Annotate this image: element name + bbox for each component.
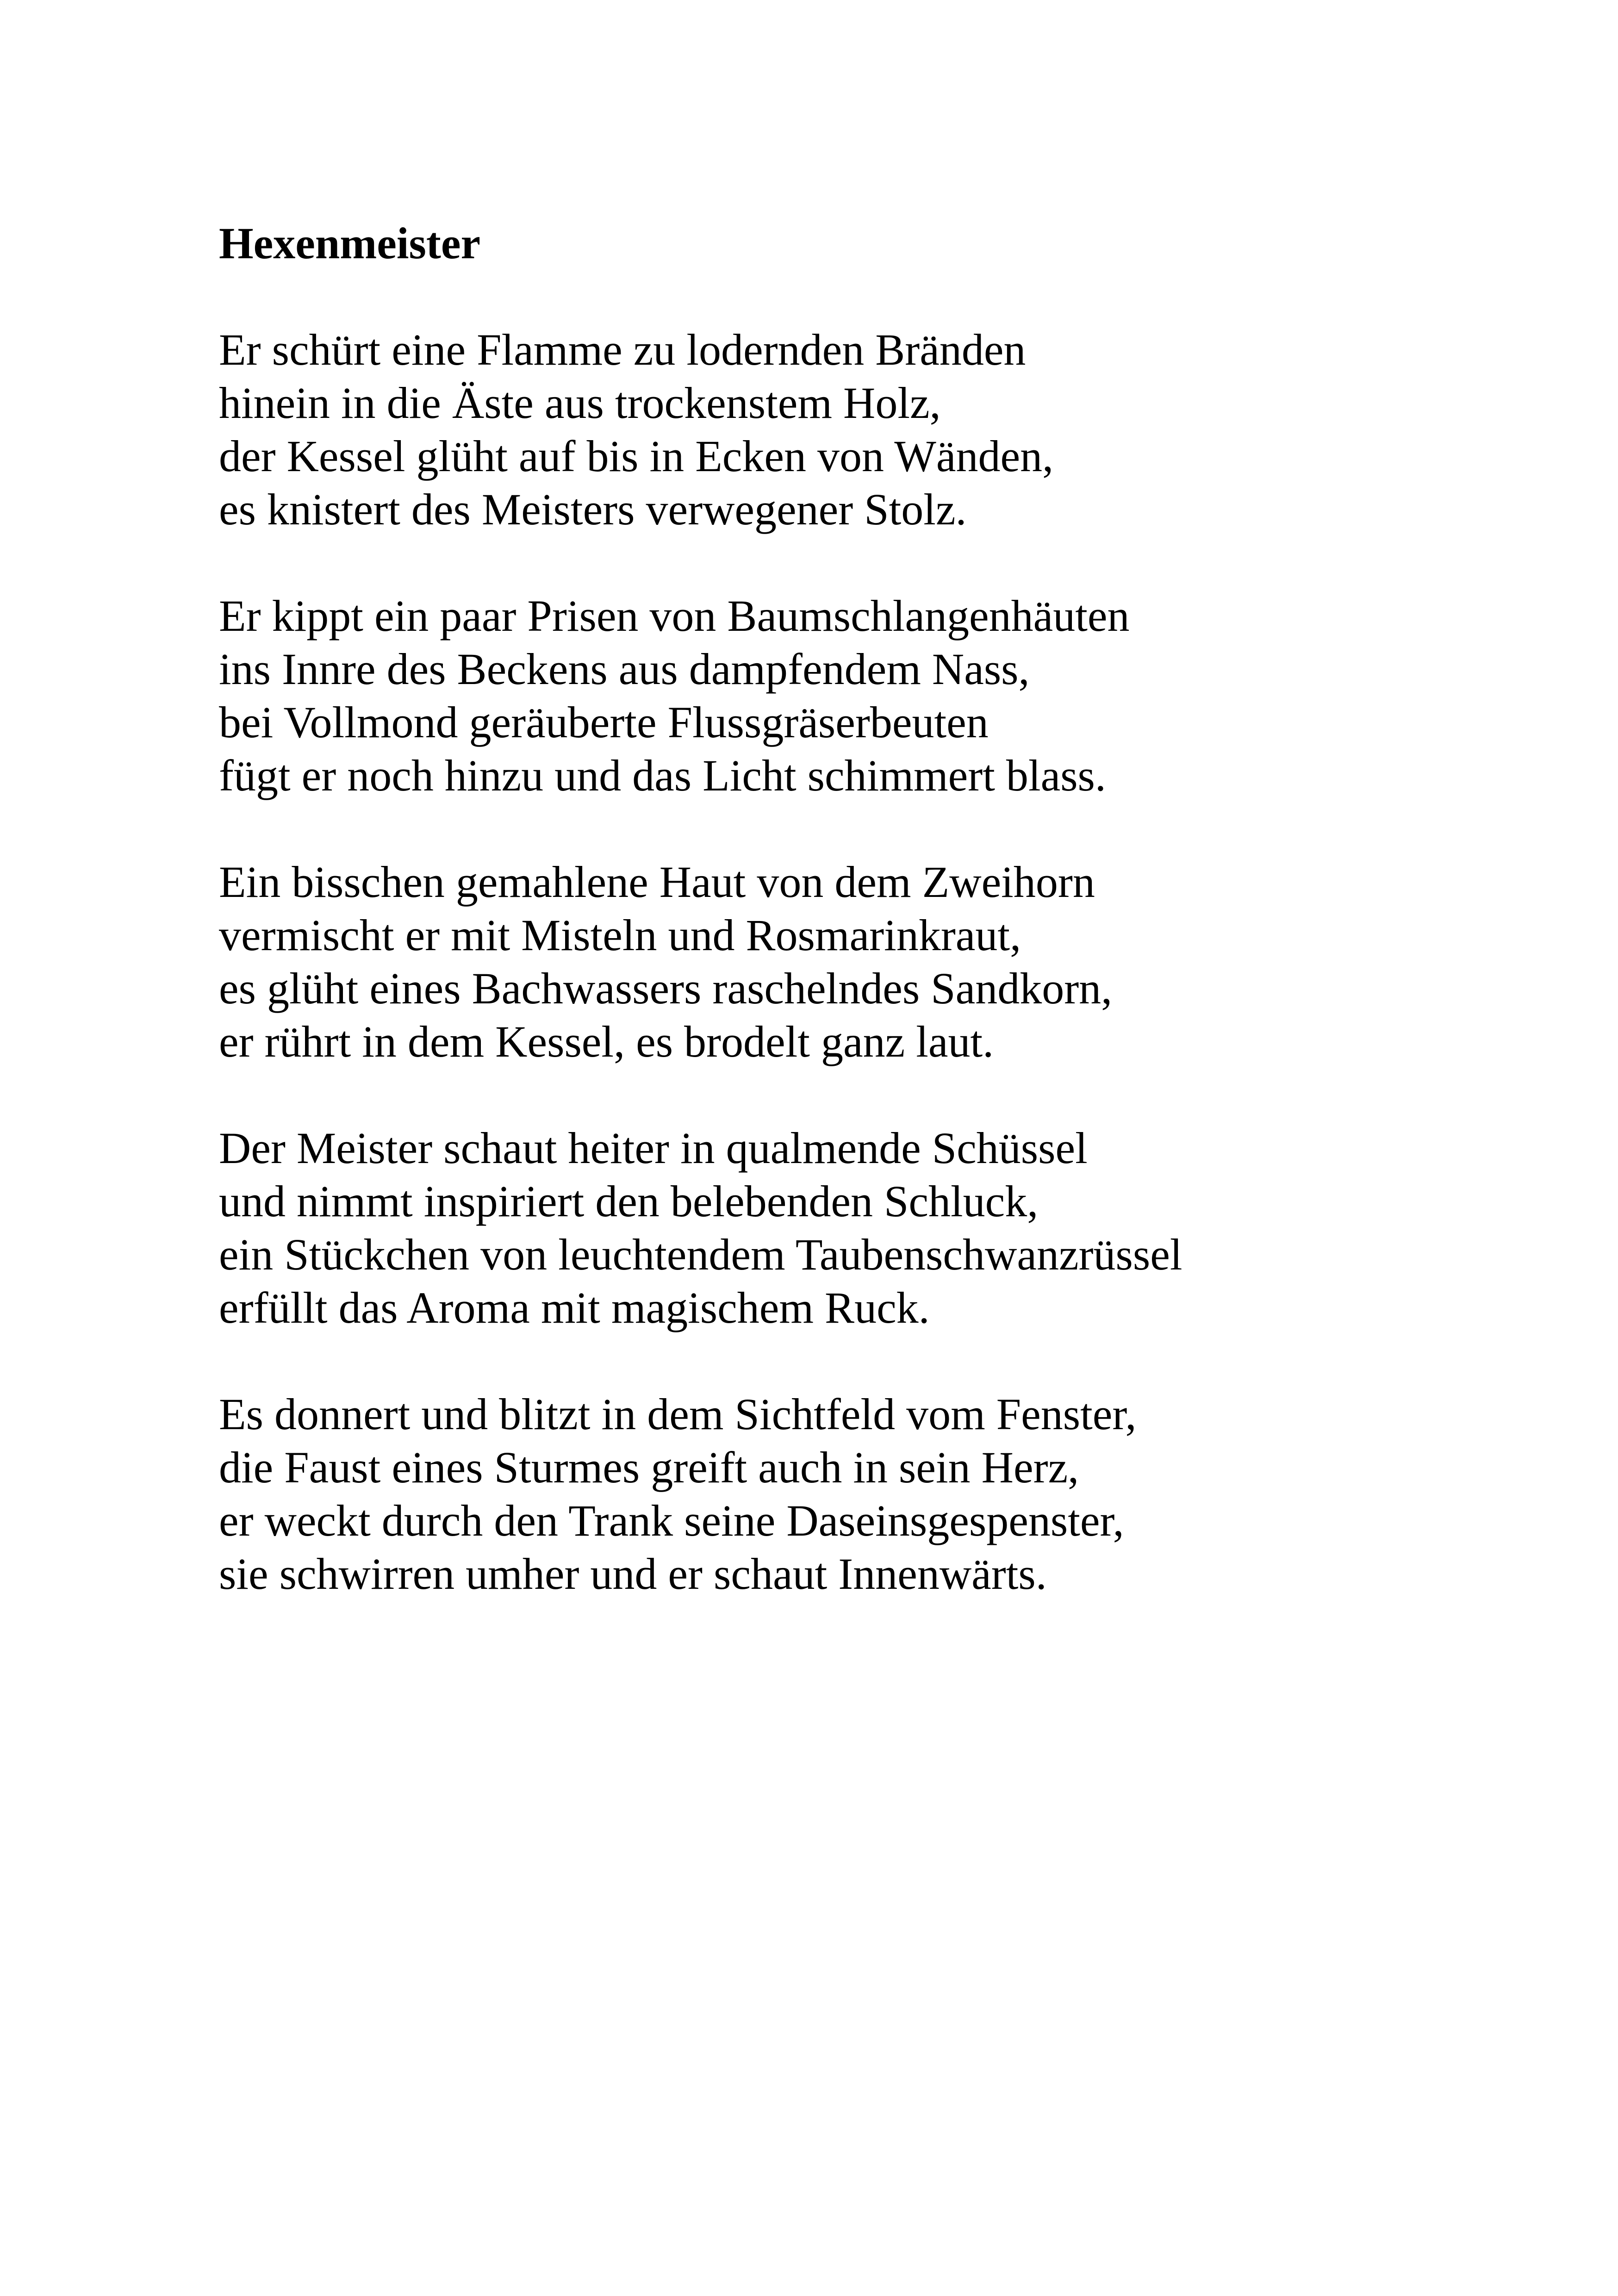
poem-line: Er kippt ein paar Prisen von Baumschlangenhäuten — [219, 591, 1130, 641]
poem-title: Hexenmeister — [219, 218, 481, 268]
stanza-3 — [219, 855, 1515, 1068]
poem-line: er rührt in dem Kessel, es brodelt ganz laut. — [219, 1017, 994, 1066]
poem-line: ein Stückchen von leuchtendem Taubenschwanzrüssel — [219, 1230, 1182, 1279]
poem-line: er weckt durch den Trank seine Daseinsgespenster, — [219, 1496, 1124, 1545]
poem-line: vermischt er mit Misteln und Rosmarinkraut, — [219, 910, 1021, 960]
poem — [219, 217, 1515, 1654]
stanza-1 — [219, 323, 1515, 536]
poem-line: hinein in die Äste aus trockenstem Holz, — [219, 378, 941, 428]
poem-line: Ein bisschen gemahlene Haut von dem Zweihorn — [219, 857, 1095, 907]
poem-line: erfüllt das Aroma mit magischem Ruck. — [219, 1283, 930, 1332]
poem-line: Der Meister schaut heiter in qualmende Schüssel — [219, 1123, 1088, 1173]
poem-line: Er schürt eine Flamme zu lodernden Bränden — [219, 325, 1026, 374]
poem-line: bei Vollmond geräuberte Flussgräserbeuten — [219, 697, 989, 747]
stanza-5 — [219, 1388, 1515, 1600]
stanza-4 — [219, 1121, 1515, 1334]
poem-line: der Kessel glüht auf bis in Ecken von Wänden, — [219, 431, 1054, 481]
poem-line: Es donnert und blitzt in dem Sichtfeld vom Fenster, — [219, 1389, 1137, 1439]
poem-line: ins Innre des Beckens aus dampfendem Nass, — [219, 644, 1030, 694]
stanza-2 — [219, 589, 1515, 802]
poem-line: es knistert des Meisters verwegener Stolz. — [219, 485, 967, 534]
poem-line: und nimmt inspiriert den belebenden Schluck, — [219, 1176, 1039, 1226]
poem-line: die Faust eines Sturmes greift auch in sein Herz, — [219, 1443, 1079, 1492]
poem-line: es glüht eines Bachwassers raschelndes Sandkorn, — [219, 964, 1113, 1013]
poem-line: fügt er noch hinzu und das Licht schimmert blass. — [219, 751, 1106, 800]
poem-line: sie schwirren umher und er schaut Innenwärts. — [219, 1549, 1047, 1599]
